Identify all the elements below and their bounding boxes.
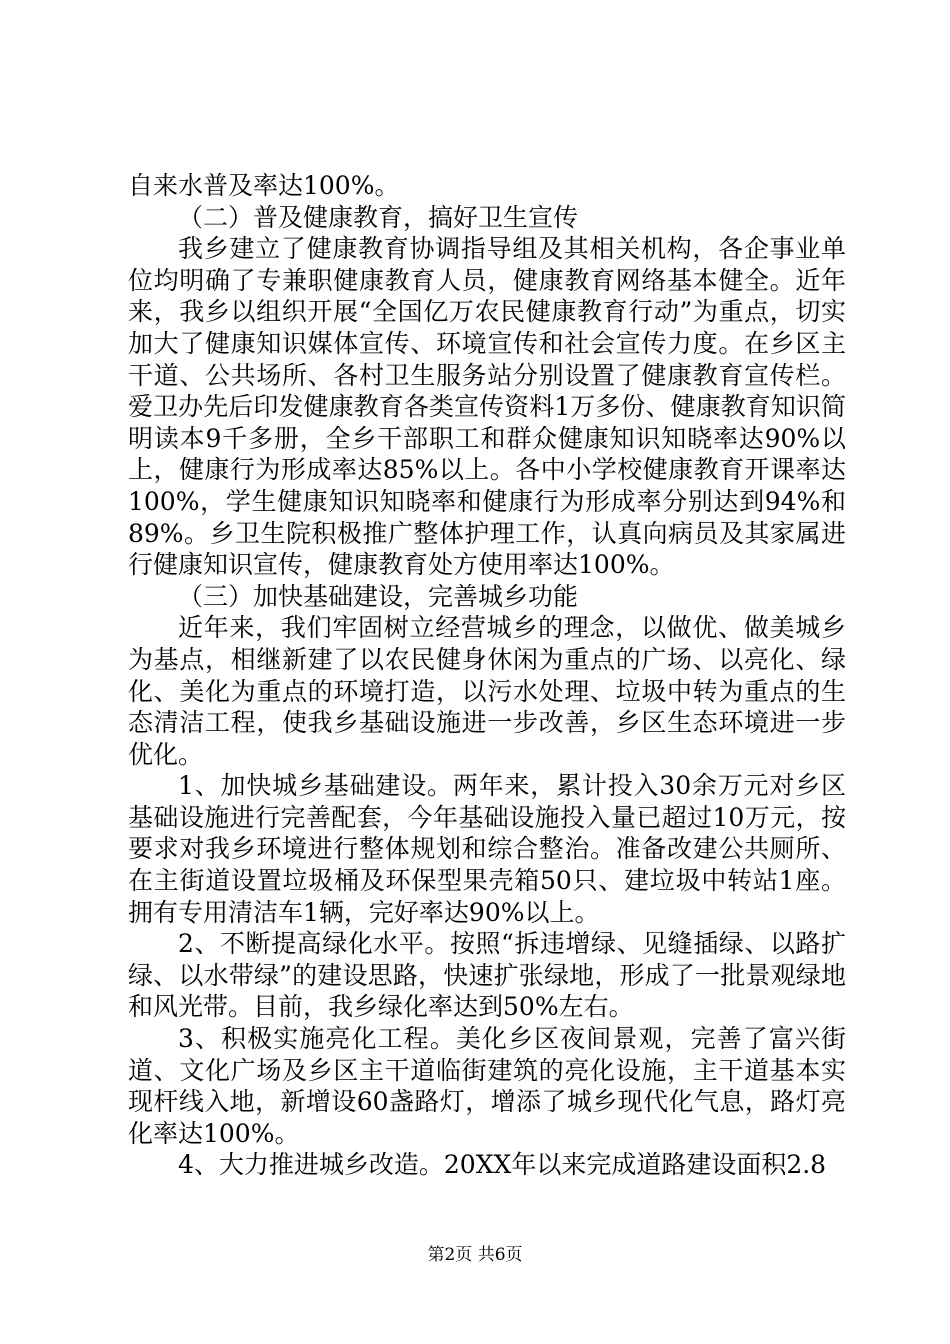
section-heading-infrastructure: （三）加快基础建设，完善城乡功能: [178, 581, 579, 611]
paragraph-item-3-lighting: 3、积极实施亮化工程。美化乡区夜间景观，完善了富兴街道、文化广场及乡区主干道临街建筑的亮化设施，主干道基本实现杆线入地，新增设60盏路灯，增添了城乡现代化气息，路灯亮化率达100%。: [128, 1024, 846, 1148]
paragraph-item-2-greening: 2、不断提高绿化水平。按照“拆违增绿、见缝插绿、以路扩绿、以水带绿”的建设思路，快速扩张绿地，形成了一批景观绿地和风光带。目前，我乡绿化率达到50%左右。: [128, 929, 846, 1022]
paragraph-item-4-renovation: 4、大力推进城乡改造。20XX年以来完成道路建设面积2.8: [178, 1150, 827, 1180]
page-number-footer: 第2页 共6页: [427, 1245, 523, 1265]
section-heading-health-education: （二）普及健康教育，搞好卫生宣传: [178, 202, 579, 232]
document-body: [128, 170, 846, 1181]
paragraph-infrastructure-intro: 近年来，我们牢固树立经营城乡的理念，以做优、做美城乡为基点，相继新建了以农民健身休闲为重点的广场、以亮化、绿化、美化为重点的环境打造，以污水处理、垃圾中转为重点的生态清洁工程，使我乡基础设施进一步改善，乡区生态环境进一步优化。: [128, 613, 846, 769]
paragraph-health-education: 我乡建立了健康教育协调指导组及其相关机构，各企事业单位均明确了专兼职健康教育人员，健康教育网络基本健全。近年来，我乡以组织开展“全国亿万农民健康教育行动”为重点，切实加大了健康知识媒体宣传、环境宣传和社会宣传力度。在乡区主干道、公共场所、各村卫生服务站分别设置了健康教育宣传栏。爱卫办先后印发健康教育各类宣传资料1万多份、健康教育知识简明读本9千多册，全乡干部职工和群众健康知识知晓率达90%以上，健康行为形成率达85%以上。各中小学校健康教育开课率达100%，学生健康知识知晓率和健康行为形成率分别达到94%和89%。乡卫生院积极推广整体护理工作，认真向病员及其家属进行健康知识宣传，健康教育处方使用率达100%。: [128, 234, 846, 580]
paragraph-water-rate: 自来水普及率达100%。: [128, 171, 400, 200]
paragraph-item-1-infrastructure: 1、加快城乡基础建设。两年来，累计投入30余万元对乡区基础设施进行完善配套，今年基础设施投入量已超过10万元，按要求对我乡环境进行整体规划和综合整治。准备改建公共厕所、在主街道设置垃圾桶及环保型果壳箱50只、建垃圾中转站1座。拥有专用清洁车1辆，完好率达90%以上。: [128, 771, 846, 927]
